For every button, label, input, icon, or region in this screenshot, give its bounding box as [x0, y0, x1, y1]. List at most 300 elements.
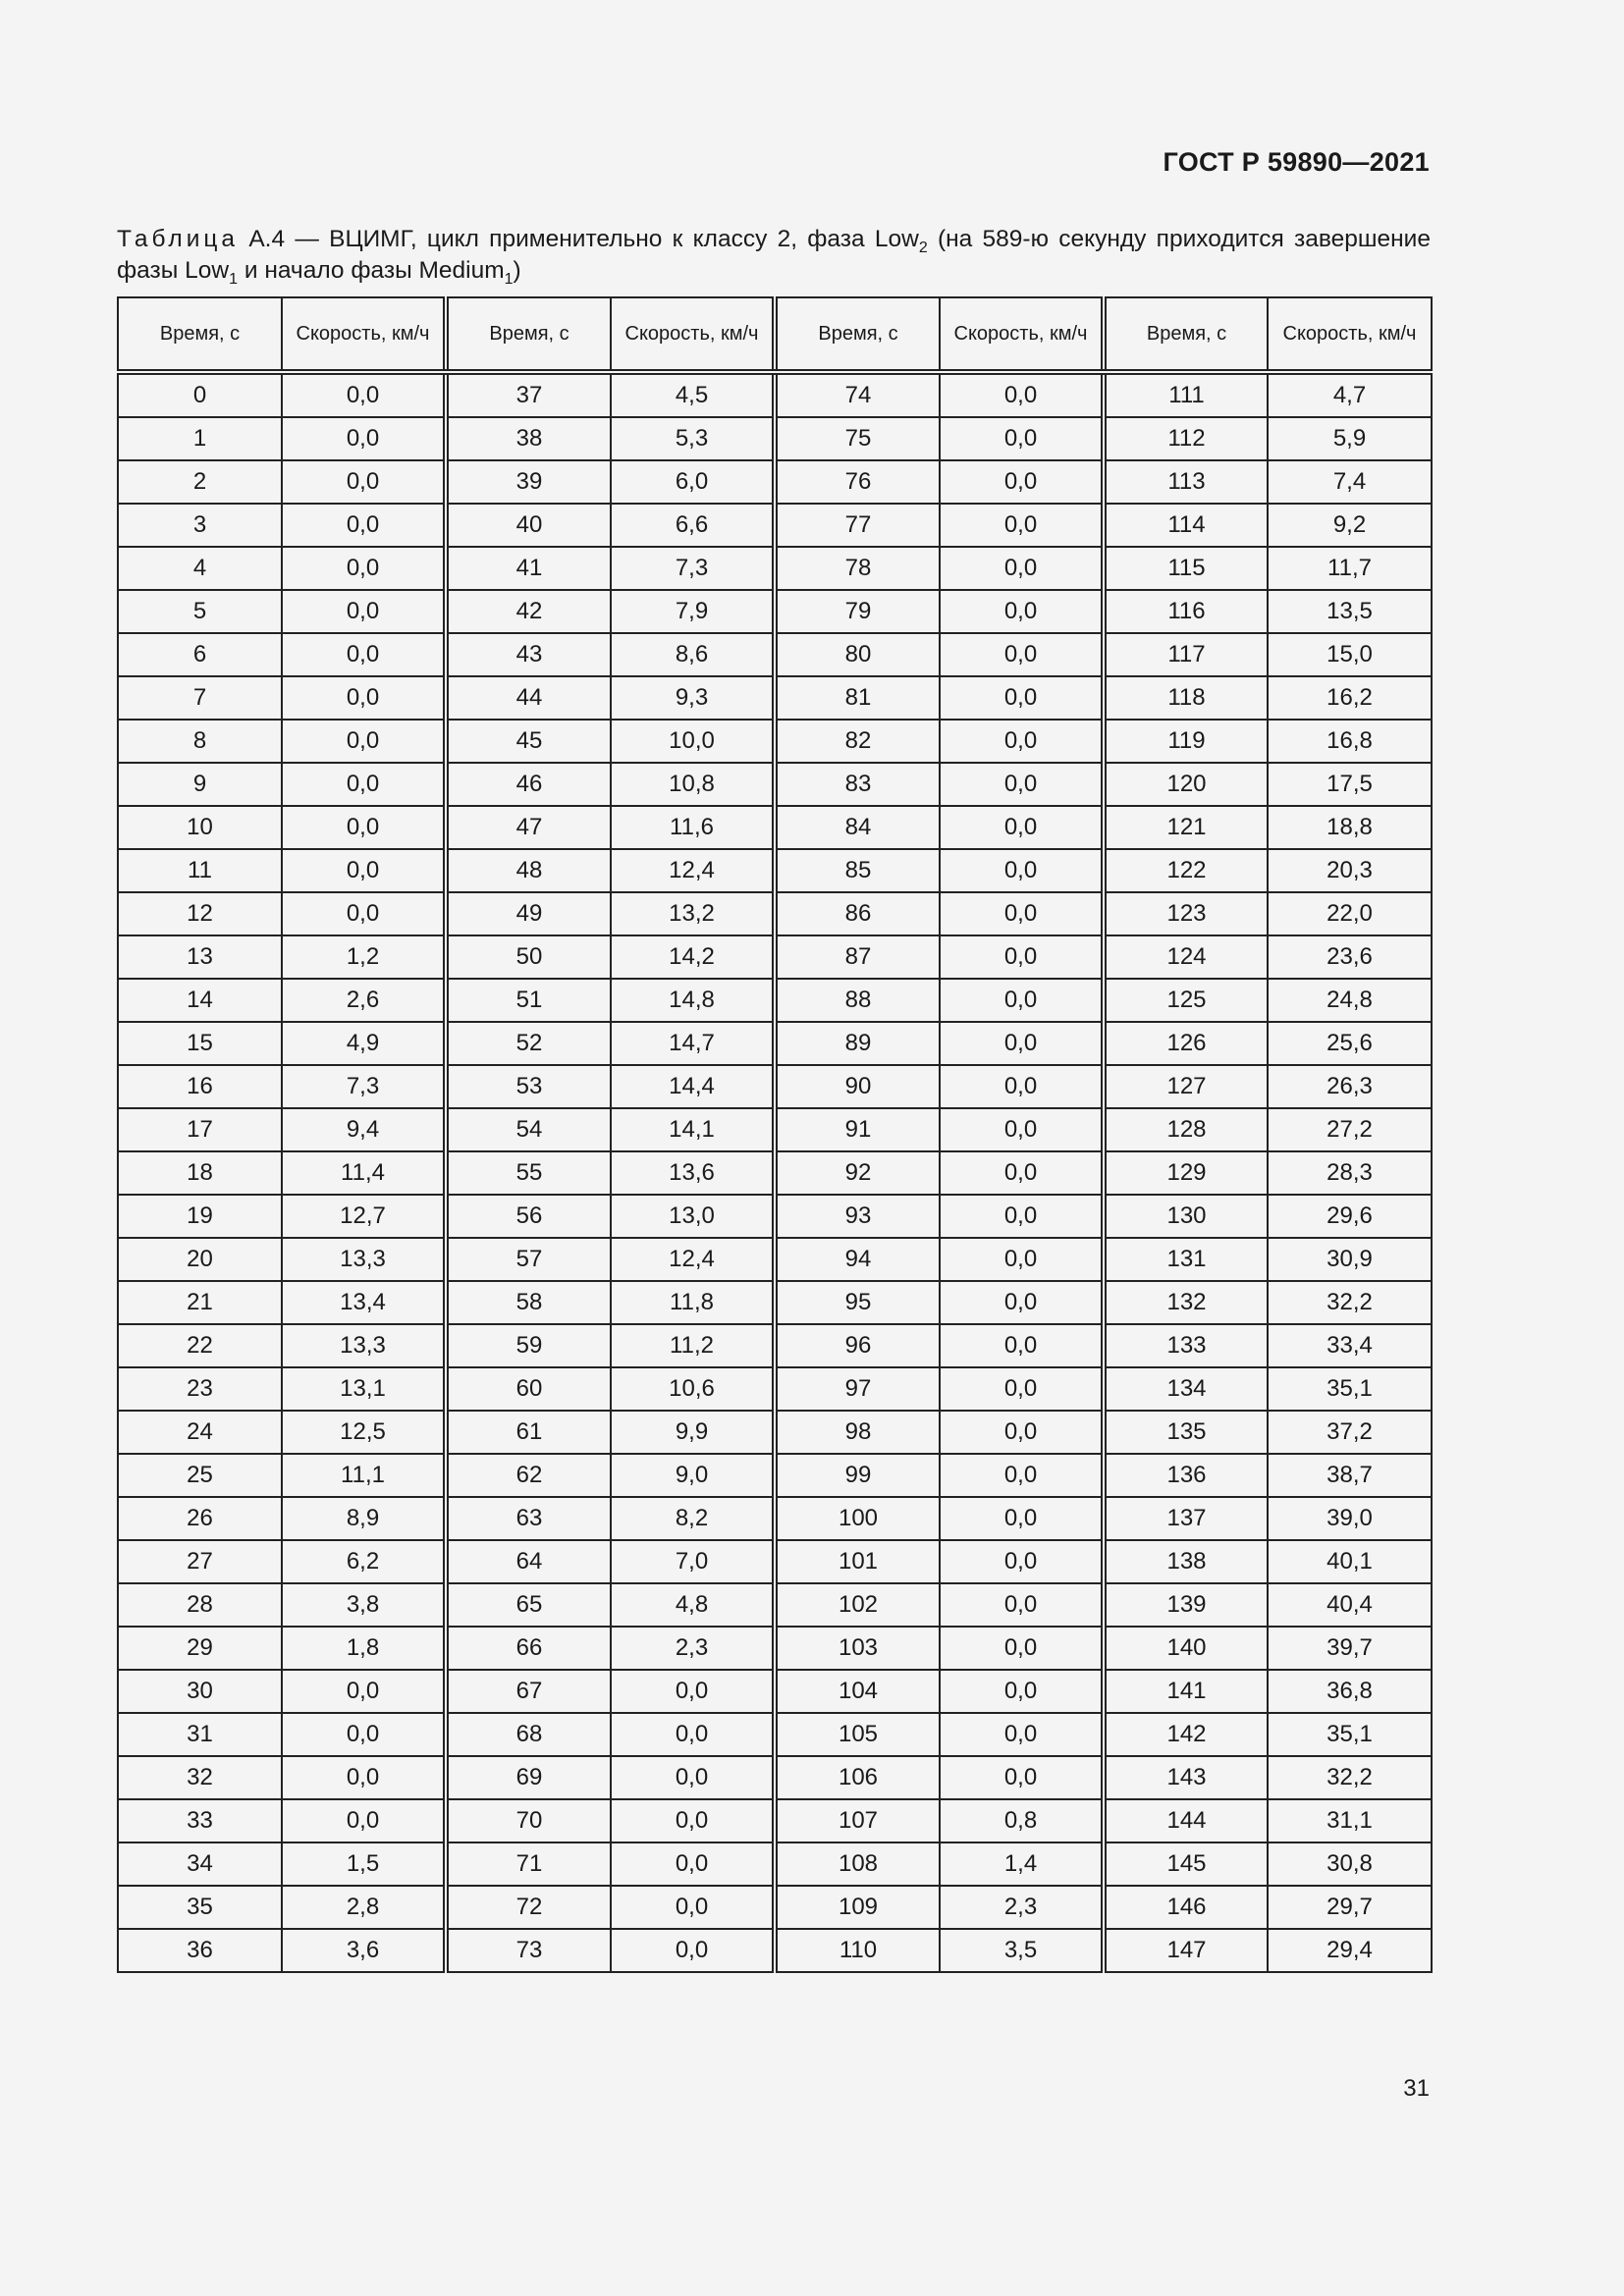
table-row	[118, 590, 1432, 633]
speed-cell: 0,0	[611, 1713, 775, 1756]
table-row	[118, 1324, 1432, 1367]
speed-cell: 11,8	[611, 1281, 775, 1324]
time-cell: 10	[118, 806, 282, 849]
time-cell: 2	[118, 460, 282, 504]
speed-cell: 7,9	[611, 590, 775, 633]
speed-cell: 12,7	[282, 1195, 446, 1238]
speed-cell: 10,6	[611, 1367, 775, 1411]
time-cell: 114	[1104, 504, 1268, 547]
speed-cell: 7,0	[611, 1540, 775, 1583]
document-id: ГОСТ Р 59890—2021	[1163, 147, 1430, 177]
time-cell: 20	[118, 1238, 282, 1281]
time-cell: 113	[1104, 460, 1268, 504]
speed-cell: 9,9	[611, 1411, 775, 1454]
time-cell: 12	[118, 892, 282, 935]
time-cell: 26	[118, 1497, 282, 1540]
table-row	[118, 849, 1432, 892]
speed-cell: 4,5	[611, 372, 775, 417]
speed-cell: 13,1	[282, 1367, 446, 1411]
speed-cell: 0,0	[940, 1670, 1104, 1713]
time-cell: 70	[446, 1799, 611, 1842]
time-cell: 124	[1104, 935, 1268, 979]
speed-cell: 3,5	[940, 1929, 1104, 1972]
time-cell: 47	[446, 806, 611, 849]
time-cell: 122	[1104, 849, 1268, 892]
speed-cell: 35,1	[1268, 1713, 1432, 1756]
time-cell: 131	[1104, 1238, 1268, 1281]
speed-cell: 14,4	[611, 1065, 775, 1108]
time-cell: 72	[446, 1886, 611, 1929]
speed-cell: 0,0	[940, 1713, 1104, 1756]
time-cell: 128	[1104, 1108, 1268, 1151]
time-cell: 96	[775, 1324, 940, 1367]
table-row	[118, 1842, 1432, 1886]
speed-cell: 30,8	[1268, 1842, 1432, 1886]
time-cell: 86	[775, 892, 940, 935]
time-cell: 42	[446, 590, 611, 633]
table-row	[118, 979, 1432, 1022]
speed-cell: 0,0	[940, 935, 1104, 979]
speed-cell: 9,3	[611, 676, 775, 720]
speed-cell: 14,8	[611, 979, 775, 1022]
table-row	[118, 1886, 1432, 1929]
table-body	[118, 372, 1432, 1972]
speed-cell: 39,7	[1268, 1627, 1432, 1670]
speed-cell: 36,8	[1268, 1670, 1432, 1713]
header-speed: Скорость, км/ч	[940, 297, 1104, 372]
time-cell: 93	[775, 1195, 940, 1238]
time-cell: 67	[446, 1670, 611, 1713]
speed-cell: 1,4	[940, 1842, 1104, 1886]
speed-cell: 12,4	[611, 849, 775, 892]
time-cell: 27	[118, 1540, 282, 1583]
time-cell: 103	[775, 1627, 940, 1670]
time-cell: 3	[118, 504, 282, 547]
header-speed: Скорость, км/ч	[282, 297, 446, 372]
time-cell: 112	[1104, 417, 1268, 460]
time-cell: 74	[775, 372, 940, 417]
time-cell: 76	[775, 460, 940, 504]
time-cell: 29	[118, 1627, 282, 1670]
time-cell: 32	[118, 1756, 282, 1799]
time-cell: 6	[118, 633, 282, 676]
table-row	[118, 372, 1432, 417]
table-row	[118, 1108, 1432, 1151]
time-cell: 115	[1104, 547, 1268, 590]
caption-subscript: 2	[918, 240, 928, 256]
table-row	[118, 1367, 1432, 1411]
speed-cell: 0,0	[940, 1411, 1104, 1454]
speed-cell: 39,0	[1268, 1497, 1432, 1540]
caption-subscript: 1	[504, 271, 514, 288]
speed-cell: 4,7	[1268, 372, 1432, 417]
speed-cell: 11,6	[611, 806, 775, 849]
speed-cell: 12,5	[282, 1411, 446, 1454]
table-caption	[117, 224, 1431, 287]
caption-text: и начало фазы Medium	[238, 257, 505, 284]
speed-cell: 0,0	[940, 1583, 1104, 1627]
speed-cell: 10,0	[611, 720, 775, 763]
time-cell: 106	[775, 1756, 940, 1799]
time-cell: 38	[446, 417, 611, 460]
speed-cell: 0,0	[282, 504, 446, 547]
speed-cell: 8,9	[282, 1497, 446, 1540]
speed-cell: 0,0	[282, 1756, 446, 1799]
time-cell: 64	[446, 1540, 611, 1583]
speed-cell: 3,8	[282, 1583, 446, 1627]
time-cell: 21	[118, 1281, 282, 1324]
table-row	[118, 720, 1432, 763]
speed-cell: 35,1	[1268, 1367, 1432, 1411]
table-header-row	[118, 297, 1432, 372]
table-row	[118, 1411, 1432, 1454]
table-row	[118, 1281, 1432, 1324]
time-cell: 43	[446, 633, 611, 676]
speed-cell: 0,0	[940, 1627, 1104, 1670]
time-cell: 120	[1104, 763, 1268, 806]
speed-cell: 0,0	[940, 1108, 1104, 1151]
speed-cell: 0,0	[940, 372, 1104, 417]
speed-cell: 25,6	[1268, 1022, 1432, 1065]
time-cell: 125	[1104, 979, 1268, 1022]
speed-cell: 30,9	[1268, 1238, 1432, 1281]
speed-cell: 4,9	[282, 1022, 446, 1065]
time-cell: 89	[775, 1022, 940, 1065]
speed-cell: 13,5	[1268, 590, 1432, 633]
speed-cell: 31,1	[1268, 1799, 1432, 1842]
time-cell: 37	[446, 372, 611, 417]
speed-cell: 22,0	[1268, 892, 1432, 935]
time-cell: 137	[1104, 1497, 1268, 1540]
time-cell: 36	[118, 1929, 282, 1972]
time-cell: 62	[446, 1454, 611, 1497]
time-cell: 7	[118, 676, 282, 720]
time-cell: 129	[1104, 1151, 1268, 1195]
table-row	[118, 633, 1432, 676]
time-cell: 94	[775, 1238, 940, 1281]
speed-cell: 0,0	[940, 1238, 1104, 1281]
speed-cell: 0,0	[940, 1195, 1104, 1238]
time-cell: 58	[446, 1281, 611, 1324]
speed-cell: 0,0	[282, 547, 446, 590]
speed-cell: 0,0	[940, 547, 1104, 590]
speed-cell: 0,0	[940, 460, 1104, 504]
time-cell: 77	[775, 504, 940, 547]
time-cell: 107	[775, 1799, 940, 1842]
time-cell: 101	[775, 1540, 940, 1583]
time-cell: 88	[775, 979, 940, 1022]
time-cell: 30	[118, 1670, 282, 1713]
time-cell: 16	[118, 1065, 282, 1108]
speed-cell: 0,0	[940, 806, 1104, 849]
speed-cell: 11,4	[282, 1151, 446, 1195]
time-cell: 52	[446, 1022, 611, 1065]
speed-cell: 0,0	[940, 979, 1104, 1022]
table-row	[118, 1151, 1432, 1195]
speed-cell: 18,8	[1268, 806, 1432, 849]
speed-cell: 14,1	[611, 1108, 775, 1151]
table-row	[118, 1670, 1432, 1713]
time-cell: 102	[775, 1583, 940, 1627]
speed-cell: 12,4	[611, 1238, 775, 1281]
time-cell: 91	[775, 1108, 940, 1151]
time-cell: 87	[775, 935, 940, 979]
time-cell: 69	[446, 1756, 611, 1799]
table-row	[118, 1065, 1432, 1108]
table-row	[118, 806, 1432, 849]
time-cell: 45	[446, 720, 611, 763]
time-cell: 141	[1104, 1670, 1268, 1713]
speed-cell: 0,0	[940, 633, 1104, 676]
speed-cell: 0,0	[611, 1756, 775, 1799]
speed-cell: 0,0	[940, 892, 1104, 935]
speed-cell: 11,7	[1268, 547, 1432, 590]
speed-cell: 0,0	[282, 417, 446, 460]
time-cell: 84	[775, 806, 940, 849]
time-cell: 121	[1104, 806, 1268, 849]
time-cell: 0	[118, 372, 282, 417]
time-cell: 119	[1104, 720, 1268, 763]
speed-cell: 29,4	[1268, 1929, 1432, 1972]
speed-cell: 14,7	[611, 1022, 775, 1065]
time-cell: 24	[118, 1411, 282, 1454]
speed-cell: 0,0	[282, 1713, 446, 1756]
time-cell: 108	[775, 1842, 940, 1886]
speed-cell: 4,8	[611, 1583, 775, 1627]
time-cell: 105	[775, 1713, 940, 1756]
time-cell: 136	[1104, 1454, 1268, 1497]
time-cell: 1	[118, 417, 282, 460]
speed-cell: 2,3	[611, 1627, 775, 1670]
speed-cell: 0,0	[282, 720, 446, 763]
speed-cell: 13,6	[611, 1151, 775, 1195]
speed-cell: 13,0	[611, 1195, 775, 1238]
time-cell: 99	[775, 1454, 940, 1497]
speed-cell: 9,4	[282, 1108, 446, 1151]
speed-cell: 32,2	[1268, 1281, 1432, 1324]
time-cell: 33	[118, 1799, 282, 1842]
time-cell: 57	[446, 1238, 611, 1281]
speed-cell: 24,8	[1268, 979, 1432, 1022]
time-cell: 143	[1104, 1756, 1268, 1799]
table-row	[118, 935, 1432, 979]
table-row	[118, 1454, 1432, 1497]
speed-cell: 17,5	[1268, 763, 1432, 806]
time-cell: 8	[118, 720, 282, 763]
speed-cell: 0,0	[282, 372, 446, 417]
speed-cell: 0,0	[940, 676, 1104, 720]
speed-cell: 23,6	[1268, 935, 1432, 979]
time-cell: 97	[775, 1367, 940, 1411]
speed-cell: 6,2	[282, 1540, 446, 1583]
speed-cell: 0,0	[282, 590, 446, 633]
table-row	[118, 1583, 1432, 1627]
speed-cell: 13,3	[282, 1324, 446, 1367]
time-cell: 51	[446, 979, 611, 1022]
time-cell: 78	[775, 547, 940, 590]
time-cell: 134	[1104, 1367, 1268, 1411]
time-cell: 73	[446, 1929, 611, 1972]
speed-cell: 7,4	[1268, 460, 1432, 504]
time-cell: 109	[775, 1886, 940, 1929]
speed-cell: 0,0	[940, 1022, 1104, 1065]
time-cell: 132	[1104, 1281, 1268, 1324]
header-time: Время, с	[1104, 297, 1268, 372]
time-cell: 104	[775, 1670, 940, 1713]
speed-cell: 0,0	[940, 1324, 1104, 1367]
speed-cell: 0,0	[940, 1281, 1104, 1324]
time-cell: 61	[446, 1411, 611, 1454]
speed-cell: 13,4	[282, 1281, 446, 1324]
speed-cell: 0,0	[940, 1367, 1104, 1411]
time-cell: 146	[1104, 1886, 1268, 1929]
time-cell: 46	[446, 763, 611, 806]
table-row	[118, 1022, 1432, 1065]
table-row	[118, 676, 1432, 720]
time-cell: 66	[446, 1627, 611, 1670]
speed-cell: 5,3	[611, 417, 775, 460]
speed-cell: 0,0	[940, 763, 1104, 806]
speed-cell: 2,8	[282, 1886, 446, 1929]
speed-cell: 2,6	[282, 979, 446, 1022]
speed-cell: 0,0	[940, 1065, 1104, 1108]
time-cell: 117	[1104, 633, 1268, 676]
speed-cell: 0,0	[940, 1151, 1104, 1195]
speed-cell: 15,0	[1268, 633, 1432, 676]
speed-cell: 1,5	[282, 1842, 446, 1886]
time-cell: 118	[1104, 676, 1268, 720]
time-cell: 140	[1104, 1627, 1268, 1670]
caption-label: Таблица	[117, 226, 240, 252]
time-cell: 19	[118, 1195, 282, 1238]
time-cell: 31	[118, 1713, 282, 1756]
speed-cell: 14,2	[611, 935, 775, 979]
time-cell: 130	[1104, 1195, 1268, 1238]
time-cell: 28	[118, 1583, 282, 1627]
table-row	[118, 892, 1432, 935]
time-cell: 81	[775, 676, 940, 720]
speed-cell: 0,0	[940, 1497, 1104, 1540]
time-cell: 50	[446, 935, 611, 979]
time-cell: 48	[446, 849, 611, 892]
speed-cell: 2,3	[940, 1886, 1104, 1929]
time-cell: 23	[118, 1367, 282, 1411]
speed-cell: 0,0	[940, 1454, 1104, 1497]
table-row	[118, 1497, 1432, 1540]
table-row	[118, 1195, 1432, 1238]
speed-cell: 0,0	[282, 676, 446, 720]
speed-cell: 0,0	[940, 590, 1104, 633]
time-cell: 68	[446, 1713, 611, 1756]
time-cell: 22	[118, 1324, 282, 1367]
speed-cell: 0,0	[282, 633, 446, 676]
table-row	[118, 460, 1432, 504]
time-cell: 79	[775, 590, 940, 633]
time-cell: 65	[446, 1583, 611, 1627]
speed-cell: 0,0	[611, 1799, 775, 1842]
time-cell: 5	[118, 590, 282, 633]
time-cell: 59	[446, 1324, 611, 1367]
speed-cell: 0,8	[940, 1799, 1104, 1842]
time-cell: 82	[775, 720, 940, 763]
time-cell: 135	[1104, 1411, 1268, 1454]
speed-cell: 0,0	[940, 1540, 1104, 1583]
speed-cell: 0,0	[282, 1670, 446, 1713]
time-cell: 35	[118, 1886, 282, 1929]
speed-cell: 40,4	[1268, 1583, 1432, 1627]
time-cell: 147	[1104, 1929, 1268, 1972]
time-cell: 56	[446, 1195, 611, 1238]
speed-cell: 0,0	[282, 806, 446, 849]
speed-cell: 0,0	[611, 1929, 775, 1972]
time-cell: 49	[446, 892, 611, 935]
speed-cell: 13,3	[282, 1238, 446, 1281]
time-cell: 90	[775, 1065, 940, 1108]
time-cell: 98	[775, 1411, 940, 1454]
speed-cell: 0,0	[940, 417, 1104, 460]
speed-cell: 0,0	[611, 1842, 775, 1886]
time-cell: 80	[775, 633, 940, 676]
time-cell: 110	[775, 1929, 940, 1972]
speed-time-table	[117, 296, 1433, 1973]
time-cell: 145	[1104, 1842, 1268, 1886]
time-cell: 39	[446, 460, 611, 504]
table-row	[118, 1540, 1432, 1583]
time-cell: 15	[118, 1022, 282, 1065]
speed-cell: 1,8	[282, 1627, 446, 1670]
speed-cell: 27,2	[1268, 1108, 1432, 1151]
time-cell: 54	[446, 1108, 611, 1151]
speed-cell: 33,4	[1268, 1324, 1432, 1367]
header-speed: Скорость, км/ч	[611, 297, 775, 372]
speed-cell: 0,0	[282, 763, 446, 806]
speed-cell: 40,1	[1268, 1540, 1432, 1583]
time-cell: 127	[1104, 1065, 1268, 1108]
speed-cell: 7,3	[282, 1065, 446, 1108]
speed-cell: 20,3	[1268, 849, 1432, 892]
speed-cell: 11,1	[282, 1454, 446, 1497]
speed-cell: 13,2	[611, 892, 775, 935]
page-number: 31	[1403, 2075, 1430, 2102]
time-cell: 116	[1104, 590, 1268, 633]
speed-cell: 3,6	[282, 1929, 446, 1972]
speed-cell: 10,8	[611, 763, 775, 806]
caption-text: )	[513, 257, 521, 284]
time-cell: 18	[118, 1151, 282, 1195]
header-time: Время, с	[118, 297, 282, 372]
speed-cell: 16,2	[1268, 676, 1432, 720]
speed-cell: 0,0	[282, 460, 446, 504]
time-cell: 83	[775, 763, 940, 806]
speed-cell: 0,0	[611, 1670, 775, 1713]
time-cell: 63	[446, 1497, 611, 1540]
time-cell: 144	[1104, 1799, 1268, 1842]
time-cell: 126	[1104, 1022, 1268, 1065]
speed-cell: 8,2	[611, 1497, 775, 1540]
time-cell: 142	[1104, 1713, 1268, 1756]
header-speed: Скорость, км/ч	[1268, 297, 1432, 372]
time-cell: 25	[118, 1454, 282, 1497]
speed-cell: 32,2	[1268, 1756, 1432, 1799]
speed-cell: 1,2	[282, 935, 446, 979]
header-time: Время, с	[446, 297, 611, 372]
speed-cell: 0,0	[940, 1756, 1104, 1799]
time-cell: 139	[1104, 1583, 1268, 1627]
time-cell: 100	[775, 1497, 940, 1540]
speed-cell: 0,0	[282, 849, 446, 892]
table-row	[118, 1756, 1432, 1799]
caption-text: (на 589-ю секунду приходится завершение фазы Low	[117, 226, 1431, 284]
